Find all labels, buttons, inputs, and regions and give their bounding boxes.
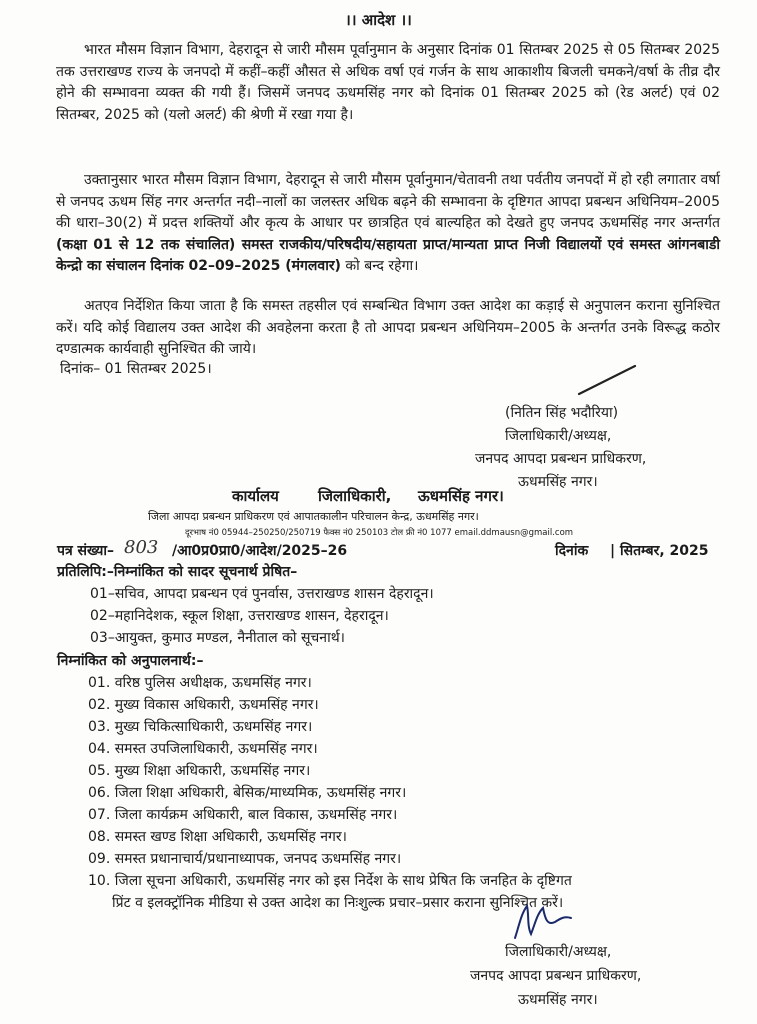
signatory-designation: जिलाधिकारी/अध्यक्ष, (505, 428, 612, 444)
letter-date-label: दिनांक (555, 543, 589, 559)
letter-date-value: | सितम्बर, 2025 (610, 543, 709, 559)
paragraph-2-bold-text: (कक्षा 01 से 12 तक संचालित) समस्त राजकीय/परिषदीय/सहायता प्राप्त/मान्यता प्राप्त निजी विद्यालयों एवं समस्त आंगनबाडी केन्द्रो का संचालन दिनांक 02–09–2025 (मंगलवार) (56, 236, 720, 274)
order-paragraph-2 (56, 170, 720, 278)
signatory-name: (नितिन सिंह भदौरिया) (505, 405, 619, 421)
copy-item: 03–आयुक्त, कुमाउ मण्डल, नैनीताल को सूचनार्थ। (90, 630, 345, 646)
signatory-authority: जनपद आपदा प्रबन्धन प्राधिकरण, (475, 451, 647, 467)
compliance-item: 06. जिला शिक्षा अधिकारी, बेसिक/माध्यमिक, ऊधमसिंह नगर। (88, 785, 407, 801)
paragraph-1-text: भारत मौसम विज्ञान विभाग, देहरादून से जारी मौसम पूर्वानुमान के अनुसार दिनांक 01 सितम्बर 2025 से 05 सितम्बर 2025 तक उत्तराखण्ड राज्य के जनपदो में कहीं–कहीं औसत से अधिक वर्षा एवं गर्जन के साथ आकाशीय बिजली चमकने/वर्षा के तीव्र दौर होने की सम्भावना व्यक्त की गयी हैं। जिसमें जनपद ऊधमसिंह नगर को दिनांक 01 सितम्बर 2025 को (रेड अलर्ट) एवं 02 सितम्बर, 2025 को (यलो अलर्ट) की श्रेणी में रखा गया है। (56, 42, 720, 123)
paragraph-3-text: अतएव निर्देशित किया जाता है कि समस्त तहसील एवं सम्बन्धित विभाग उक्त आदेश का कड़ाई से अनुपालन कराना सुनिश्चित करें। यदि कोई विद्यालय उक्त आदेश की अवहेलना करता है तो आपदा प्रबन्धन अधिनियम–2005 के अन्तर्गत उनके विरूद्ध कठोर दण्डात्मक कार्यवाही सुनिश्चित की जाये। (56, 298, 720, 357)
signatory2-place: ऊधमसिंह नगर। (518, 992, 598, 1008)
copy-item: 01–सचिव, आपदा प्रबन्धन एवं पुनर्वास, उत्तराखण्ड शासन देहरादून। (90, 586, 434, 602)
signatory-place: ऊधमसिंह नगर। (518, 474, 598, 490)
order-paragraph-1 (56, 40, 720, 126)
signature-mark-1 (575, 360, 645, 400)
office-district: ऊधमसिंह नगर। (418, 487, 504, 505)
compliance-item: 01. वरिष्ठ पुलिस अधीक्षक, ऊधमसिंह नगर। (88, 675, 312, 691)
compliance-item: 03. मुख्य चिकित्साधिकारी, ऊधमसिंह नगर। (88, 719, 313, 735)
order-paragraph-3 (56, 296, 720, 361)
copy-item: 02–महानिदेशक, स्कूल शिक्षा, उत्तराखण्ड शासन, देहरादून। (90, 608, 389, 624)
letter-ref-label: पत्र संख्या– (57, 543, 114, 559)
compliance-item: 09. समस्त प्रधानाचार्य/प्रधानाध्यापक, जनपद ऊधमसिंह नगर। (88, 851, 402, 867)
paragraph-2-text: उक्तानुसार भारत मौसम विज्ञान विभाग, देहरादून से जारी मौसम पूर्वानुमान/चेतावनी तथा पर्वतीय जनपदों में हो रही लगातार वर्षा से जनपद ऊधम सिंह नगर अन्तर्गत नदी–नालों का जलस्तर अधिक बढ़ने की सम्भावना के दृष्टिगत आपदा प्रबन्धन अधिनियम–2005 की धारा–30(2) में प्रदत्त शक्तियों और कृत्य के आधार पर छात्रहित एवं बाल्यहित को देखते हुए जनपद ऊधमसिंह नगर अन्तर्गत (56, 172, 720, 231)
office-subheading: जिला आपदा प्रबन्धन प्राधिकरण एवं आपातकालीन परिचालन केन्द्र, ऊधमसिंह नगर। (148, 510, 479, 523)
signatory2-authority: जनपद आपदा प्रबन्धन प्राधिकरण, (470, 968, 642, 984)
compliance-item: 05. मुख्य शिक्षा अधिकारी, ऊधमसिंह नगर। (88, 763, 311, 779)
order-title: ।। आदेश ।। (345, 11, 412, 29)
compliance-heading: निम्नांकित को अनुपालनार्थ:– (57, 653, 204, 669)
signatory2-designation: जिलाधिकारी/अध्यक्ष, (505, 944, 612, 960)
compliance-item: 02. मुख्य विकास अधिकारी, ऊधमसिंह नगर। (88, 697, 319, 713)
signature-mark-2 (505, 896, 575, 946)
paragraph-2-tail: को बन्द रहेगा। (340, 258, 419, 274)
office-word: कार्यालय (232, 487, 279, 505)
letter-ref-number: 803 (124, 537, 159, 558)
compliance-item: 10. जिला सूचना अधिकारी, ऊधमसिंह नगर को इस निर्देश के साथ प्रेषित कि जनहित के दृष्टिगत (88, 873, 572, 889)
compliance-item: 08. समस्त खण्ड शिक्षा अधिकारी, ऊधमसिंह नगर। (88, 829, 347, 845)
compliance-item-continuation: प्रिंट व इलक्ट्रॉनिक मीडिया से उक्त आदेश का निःशुल्क प्रचार–प्रसार कराना सुनिश्चित करें। (112, 895, 564, 911)
office-contact-line: दूरभाष नं0 05944–250250/250719 फैक्स नं0 250103 टोल फ्री नं0 1077 email.ddmausn@gmail.com (185, 528, 574, 538)
office-dm: जिलाधिकारी, (318, 487, 392, 505)
letter-ref-suffix: /आ0प्र0प्रा0/आदेश/2025–26 (172, 543, 348, 559)
compliance-item: 04. समस्त उपजिलाधिकारी, ऊधमसिंह नगर। (88, 741, 318, 757)
compliance-item: 07. जिला कार्यक्रम अधिकारी, बाल विकास, ऊधमसिंह नगर। (88, 807, 398, 823)
copy-heading: प्रतिलिपि:–निम्नांकित को सादर सूचनार्थ प्रेषित– (57, 564, 298, 580)
order-date: दिनांक– 01 सितम्बर 2025। (60, 361, 212, 377)
